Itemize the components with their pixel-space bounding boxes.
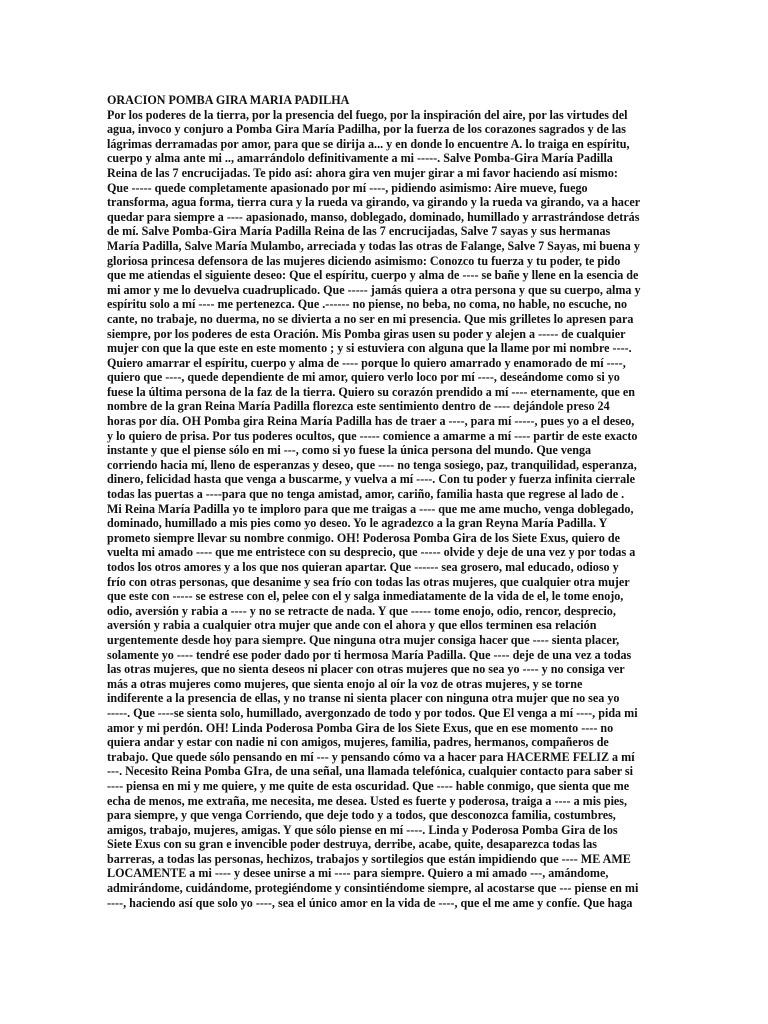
text-line: amor y mi perdón. OH! Linda Poderosa Pomba Gira de los Siete Exus, que en ese momento ---- no — [107, 720, 614, 735]
text-line: para siempre, y que venga Corriendo, que deje todo y a todos, que desconozca familia, costumbres, — [107, 808, 616, 823]
text-line: echa de menos, me extraña, me necesita, me desea. Usted es fuerte y poderosa, traiga a ---- a mis pies, — [107, 793, 628, 808]
text-line: prometo siempre llevar su nombre conmigo. OH! Poderosa Pomba Gira de los Siete Exus, quiero de — [107, 530, 620, 545]
text-line: transforma, agua forma, tierra cura y la rueda va girando, va girando y la rueda va girando, va a hacer — [107, 195, 641, 210]
prayer-paragraph — [107, 108, 663, 911]
text-line: mujer con que la que este en este momento ; y si estuviera con alguna que la llame por mi nombre ----. — [107, 341, 632, 356]
text-line: espíritu solo a mí ---- me pertenezca. Que .------ no piense, no beba, no coma, no hable, no escuche, no — [107, 297, 627, 312]
text-line: fuese la última persona de la faz de la tierra. Quiero su corazón prendido a mí ---- eternamente, que en — [107, 384, 635, 399]
text-line: indiferente a la presencia de ellas, y no transe ni sienta placer con ninguna otra mujer que no sea yo — [107, 691, 620, 706]
text-line: que me atiendas el siguiente deseo: Que el espíritu, cuerpo y alma de ---- se bañe y llene en la esencia de — [107, 268, 639, 283]
text-line: solamente yo ---- tendré ese poder dado por ti hermosa María Padilla. Que ---- deje de una vez a todas — [107, 647, 632, 662]
text-line: odio, aversión y rabia a ---- y no se retracte de nada. Y que ----- tome enojo, odio, rencor, desprecio, — [107, 603, 616, 618]
text-line: más a otras mujeres como mujeres, que sienta enojo al oír la voz de otras mujeres, y se torne — [107, 676, 583, 691]
text-line: barreras, a todas las personas, hechizos, trabajos y sortilegios que están impidiendo que ---- ME AME — [107, 851, 631, 866]
text-line: las otras mujeres, que no sienta deseos ni placer con otras mujeres que no sea yo ---- y no consiga ver — [107, 662, 625, 677]
text-line: Reina de las 7 encrucijadas. Te pido así: ahora gira ven mujer girar a mi favor haciendo así mismo: — [107, 165, 618, 180]
text-line: cante, no trabaje, no duerma, no se divierta a no ser en mi presencia. Que mis grilletes lo apresen para — [107, 311, 634, 326]
text-line: dinero, felicidad hasta que venga a buscarme, y vuelva a mí ----. Con tu poder y fuerza infinita cierrale — [107, 472, 635, 487]
text-line: todos los otros amores y a los que nos quieran apartar. Que ------ sea grosero, mal educado, odioso y — [107, 560, 619, 574]
document-body — [107, 93, 663, 910]
text-line: gloriosa princesa defensora de las mujeres diciendo asimismo: Conozco tu fuerza y tu poder, te pido — [107, 253, 621, 268]
text-line: -----. Que ----se sienta solo, humillado, avergonzado de todo y por todos. Que El venga a mí ----, pida mi — [107, 705, 638, 720]
text-line: Mi Reina María Padilla yo te imploro para que me traigas a ---- que me ame mucho, venga doblegado, — [107, 501, 634, 516]
text-line: ---- piensa en mi y me quiere, y me quite de esta oscuridad. Que ---- hable conmigo, que sienta que me — [107, 778, 630, 793]
text-line: Por los poderes de la tierra, por la presencia del fuego, por la inspiración del aire, por las virtudes del — [107, 107, 628, 122]
text-line: Siete Exus con su gran e invencible poder destruya, derribe, acabe, quite, desaparezca todas las — [107, 837, 598, 852]
text-line: trabajo. Que quede sólo pensando en mí --- y pensando cómo va a hacer para HACERME FELIZ a mí — [107, 749, 635, 764]
text-line: que este con ----- se estrese con el, pelee con el y salga inmediatamente de la vida de el, le tome enojo, — [107, 589, 624, 604]
text-line: quiero que ----, quede dependiente de mi amor, quiero verlo loco por mí ----, deseándome como si yo — [107, 370, 620, 385]
text-line: amigos, trabajo, mujeres, amigas. Y que sólo piense en mí ----. Linda y Poderosa Pomba Gira de los — [107, 822, 618, 837]
text-line: Que ----- quede completamente apasionado por mí ----, pidiendo asimismo: Aire mueve, fuego — [107, 180, 588, 195]
text-line: mi amor y me lo devuelva cuadruplicado. Que ----- jamás quiera a otra persona y que su cuerpo, alma y — [107, 282, 641, 297]
text-line: ----, haciendo así que solo yo ----, sea el único amor en la vida de ----, que el me ame y confíe. Que haga — [107, 895, 633, 910]
text-line: de mí. Salve Pomba-Gira María Padilla Reina de las 7 encrucijadas, Salve 7 sayas y sus hermanas — [107, 224, 611, 239]
text-line: dominado, humillado a mis pies como yo deseo. Yo le agradezco a la gran Reyna María Padilla. Y — [107, 516, 608, 531]
text-line: todas las puertas a ----para que no tenga amistad, amor, cariño, familia hasta que regrese al lado de . — [107, 487, 625, 502]
text-line: admirándome, cuidándome, protegiéndome y consintiéndome siempre, al acostarse que --- piense en mi — [107, 881, 639, 896]
text-line: LOCAMENTE a mi ---- y desee unirse a mi ---- para siempre. Quiero a mi amado ---, amándome, — [107, 866, 609, 881]
document-title: ORACION POMBA GIRA MARIA PADILHA — [107, 93, 350, 107]
text-line: nombre de la gran Reina María Padilla florezca este sentimiento dentro de ---- dejándole preso 24 — [107, 399, 610, 414]
text-line: y lo quiero de prisa. Por tus poderes ocultos, que ----- comience a amarme a mí ---- partir de este exacto — [107, 428, 638, 443]
text-line: corriendo hacia mí, lleno de esperanzas y deseo, que ---- no tenga sosiego, paz, tranquilidad, esperanza, — [107, 457, 637, 472]
text-line: vuelta mi amado ---- que me entristece con su desprecio, que ----- olvide y deje de una vez y por todas a — [107, 545, 636, 560]
text-line: agua, invoco y conjuro a Pomba Gira María Padilha, por la fuerza de los corazones sagrados y de las — [107, 122, 626, 137]
text-line: quiera andar y estar con nadie ni con amigos, mujeres, familia, padres, hermanos, compañeros de — [107, 735, 609, 750]
text-line: lágrimas derramadas por amor, para que se dirija a... y en donde lo encuentre A. lo traiga en espíritu, — [107, 136, 630, 151]
text-line: quedar para siempre a ---- apasionado, manso, doblegado, dominado, humillado y arrastrándose detrás — [107, 209, 640, 224]
text-line: cuerpo y alma ante mi .., amarrándolo definitivamente a mi -----. Salve Pomba-Gira María Padilla — [107, 151, 613, 166]
text-line: aversión y rabia a cualquier otra mujer que ande con el ahora y que ellos terminen esa relación — [107, 618, 597, 633]
text-line: Quiero amarrar el espíritu, cuerpo y alma de ---- porque lo quiero amarrado y enamorado de mí ----, — [107, 355, 626, 370]
text-line: instante y que el piense sólo en mi ---, como si yo fuese la única persona del mundo. Que venga — [107, 443, 592, 458]
text-line: urgentemente desde hoy para siempre. Que ninguna otra mujer consiga hacer que ---- sienta placer, — [107, 632, 620, 647]
text-line: María Padilla, Salve María Mulambo, arreciada y todas las otras de Falange, Salve 7 Sayas, mi buena y — [107, 238, 640, 253]
text-line: frío con otras personas, que desanime y sea frío con todas las otras mujeres, que cualquier otra mujer — [107, 574, 630, 589]
text-line: horas por día. OH Pomba gira Reina María Padilla has de traer a ----, para mí -----, pues yo a el deseo, — [107, 414, 635, 429]
text-line: ---. Necesito Reina Pomba GIra, de una señal, una llamada telefónica, cualquier contacto para saber si — [107, 764, 633, 779]
text-line: siempre, por los poderes de esta Oración. Mis Pomba giras usen su poder y alejen a ----- de cualquier — [107, 326, 626, 341]
